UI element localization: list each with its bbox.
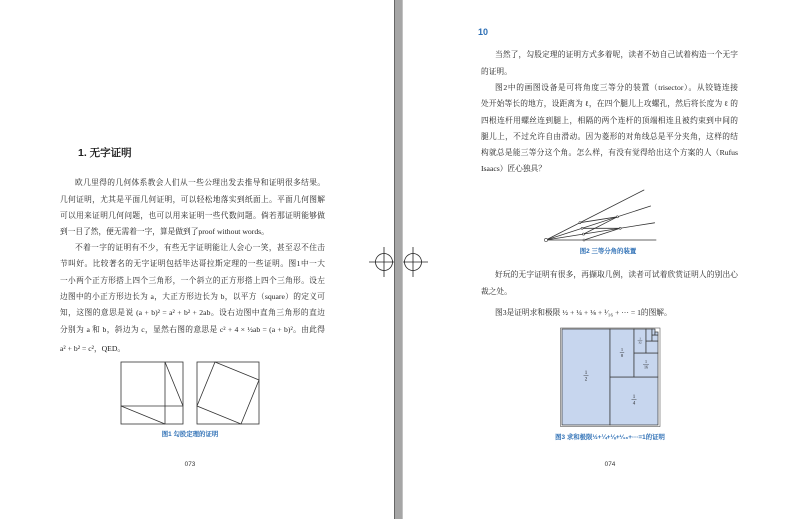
- text-line: 不着一字的证明有不少，有些无字证明能让人会心一笑，甚至忍不住击: [75, 243, 325, 252]
- text-line: 当然了，勾股定理的证明方式多着呢，读者不妨自己试着构造一个无字: [495, 50, 738, 59]
- trisector-pivot: [583, 233, 585, 235]
- fraction-numerator: 1: [632, 395, 636, 400]
- trisector-rod: [584, 228, 620, 240]
- text-line: 边图中的小正方形边长为 a，大正方形边长为 b，以平方（square）的定义可: [60, 292, 325, 301]
- text-line: 到一目了然，便无需着一字，算是做到了proof without words。: [60, 227, 269, 236]
- figure-1-caption: 图1 勾股定理的证明: [161, 431, 219, 438]
- chapter-number: 10: [478, 27, 489, 37]
- figure-1-tilted-square: [197, 362, 259, 424]
- figure-3-diagram: [560, 328, 661, 428]
- text-line: 好玩的无字证明有很多，再撷取几例，读者可试着欣赏证明人的别出心: [495, 270, 738, 279]
- text-line: 知，这图的意思是说 (a + b)² = a² + b² + 2ab。设右边图中直角三角形的直边: [60, 308, 325, 317]
- fraction-numerator: 1: [584, 371, 588, 376]
- fraction-denominator: 8: [620, 352, 624, 358]
- region-small: [652, 329, 655, 335]
- text-line: 的证明。: [481, 67, 512, 76]
- page-number-right: 074: [604, 461, 616, 468]
- figure-2-caption: 图2 三等分角的装置: [579, 248, 637, 255]
- fraction-denominator: 16: [644, 364, 648, 370]
- region-small: [646, 329, 652, 341]
- fraction-denominator: 4: [632, 401, 636, 407]
- trisector-leg: [546, 206, 651, 240]
- figure-2-trisector: [538, 184, 664, 246]
- fraction-numerator: 1: [639, 336, 641, 341]
- trisector-hinge: [544, 238, 547, 241]
- figure-1-left-square: [121, 362, 183, 424]
- trisector-pivot: [616, 216, 618, 218]
- fraction-denominator: 2: [584, 377, 588, 383]
- fraction-numerator: 1: [645, 359, 647, 364]
- text-line: 欧几里得的几何体系教会人们从一些公理出发去推导和证明很多结果。: [75, 178, 325, 187]
- figure-1-diagonal-line: [121, 406, 165, 424]
- fraction-denominator: 32: [638, 340, 642, 345]
- trisector-pivot: [583, 239, 585, 241]
- section-title: 1. 无字证明: [78, 147, 132, 159]
- figure-1-diagonal-line: [165, 362, 183, 406]
- trisector-pivot: [579, 222, 581, 224]
- text-line: a² + b² = c²，QED。: [60, 344, 126, 353]
- region-small: [652, 335, 658, 341]
- text-line: 图2中的画图设备是可将角度三等分的装置（trisector）。从铰链连接: [495, 83, 738, 92]
- page-number-left: 073: [184, 461, 196, 468]
- text-line: 处开始等长的地方，设距离为 ℓ，在四个腿儿上攻螺孔，然后将长度为 ℓ 的: [481, 99, 738, 108]
- fraction-numerator: 1: [620, 347, 624, 352]
- text-line: 四根连杆用螺丝连到腿上，相隔的两个连杆的顶端相连且被约束到中间的: [481, 116, 738, 125]
- figure-1-diagram: [118, 359, 266, 427]
- text-line: 裁之处。: [481, 287, 512, 296]
- text-line: 图3是证明求和极限 ½ + ¼ + ⅛ + ¹⁄₁₆ + ··· = 1的图解。: [495, 308, 672, 317]
- text-line: Isaacs）匠心独具？: [481, 164, 546, 173]
- trisector-pivot: [581, 227, 583, 229]
- figure-1-right-square: [197, 362, 259, 424]
- trisector-pivot: [619, 227, 621, 229]
- text-line: 几何证明，尤其是平面几何证明，可以轻松地落实到纸面上。平面几何图解: [60, 195, 325, 204]
- text-line: 腿儿上，不过允许自由滑动。因为菱形的对角线总是平分夹角，这样的结: [481, 132, 738, 141]
- region-small: [655, 332, 658, 335]
- text-line: 分别为 a 和 b，斜边为 c，显然右图的意思是 c² + 4 × ½ab = (a + b)²。由此得: [60, 325, 325, 334]
- region-sixty-fourth: [646, 341, 658, 353]
- text-line: 一小两个正方形搭上四个三角形，一个斜立的正方形搭上四个三角形。设左: [60, 276, 325, 285]
- page-gutter: [394, 0, 403, 519]
- figure-3-caption: 图3 求和极限½+¼+⅛+¹⁄₁₆+···=1的证明: [555, 434, 665, 441]
- text-line: 构就总是能三等分这个角。怎么样，有没有觉得给出这个方案的人（Rufus: [481, 148, 738, 157]
- text-line: 节叫好。比较著名的无字证明包括毕达哥拉斯定理的一些证明。图1中一大: [60, 259, 325, 268]
- text-line: 可以用来证明几何问题，也可以用来证明一些代数问题。倘若那证明能够做: [60, 211, 325, 220]
